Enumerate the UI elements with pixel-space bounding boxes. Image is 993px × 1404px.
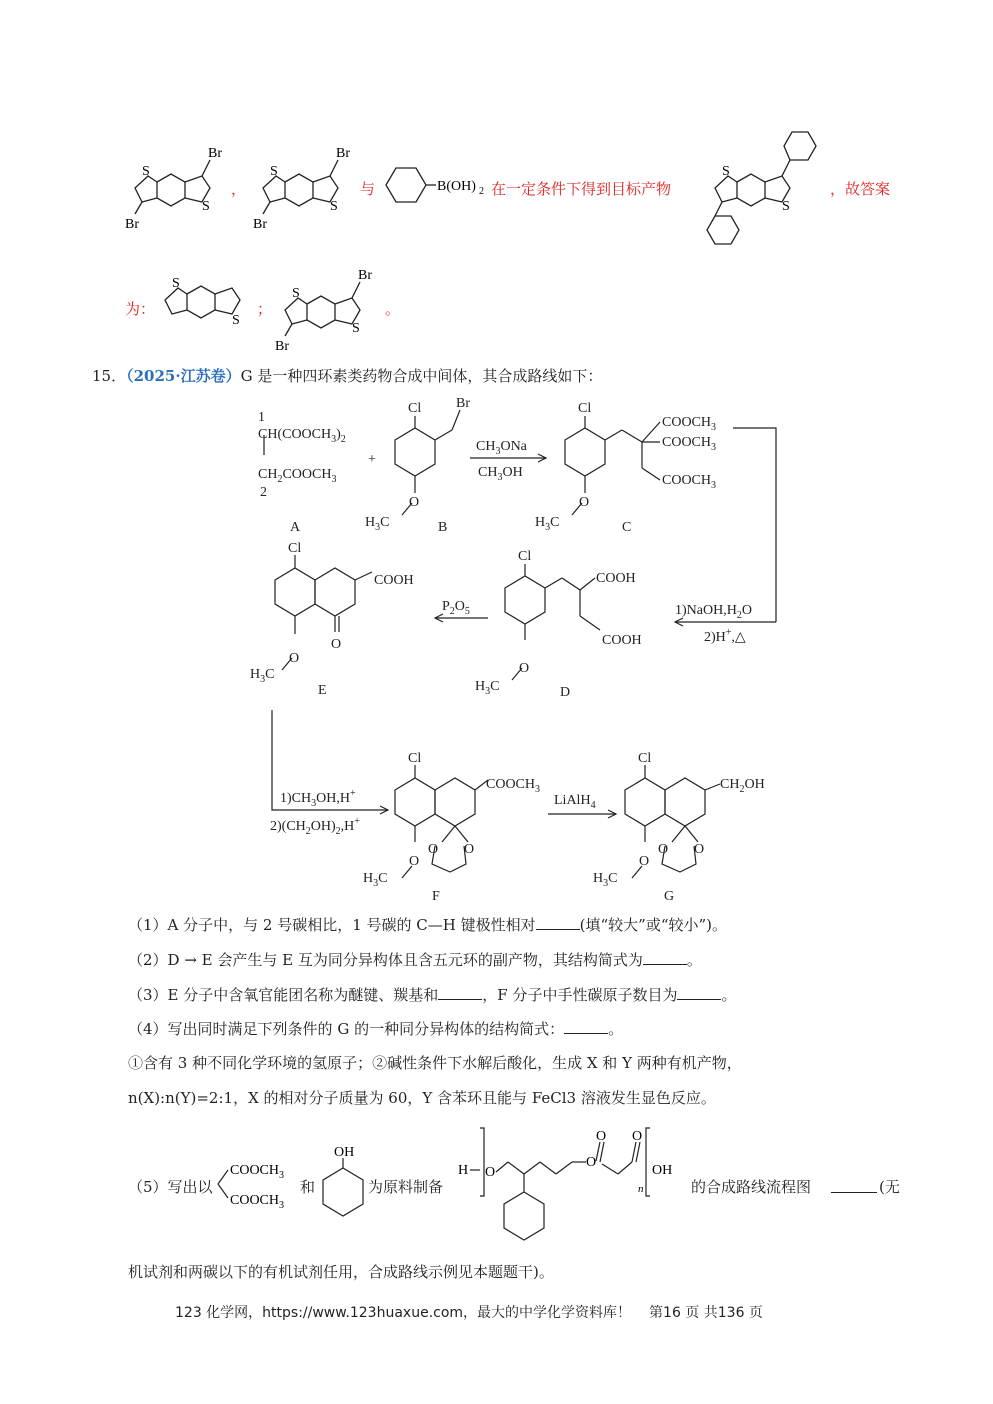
structure-cyclohexanol xyxy=(318,1140,368,1222)
structure-dimethyl-malonate xyxy=(212,1154,307,1214)
svg-text:S: S xyxy=(782,199,790,214)
condition-text: 在一定条件下得到目标产物 xyxy=(491,180,672,198)
svg-text:Cl: Cl xyxy=(408,751,422,766)
structure-phenylboronic-acid xyxy=(378,162,503,208)
answer-blank-1[interactable] xyxy=(536,917,580,930)
label-G: G xyxy=(664,889,675,904)
svg-text:Cl: Cl xyxy=(578,401,592,416)
svg-text:OH: OH xyxy=(652,1163,673,1178)
question-number: 15． xyxy=(92,367,127,385)
q5-text-f: 机试剂和两碳以下的有机试剂任用，合成路线示例见本题题干)。 xyxy=(128,1263,554,1281)
footer-page-number: 第16 页 共136 页 xyxy=(649,1305,763,1321)
answer-line: 为： xyxy=(125,300,156,318)
q4-tail: 。 xyxy=(608,1020,624,1038)
svg-text:Br: Br xyxy=(275,339,289,354)
structure-target-polymer xyxy=(456,1124,691,1249)
svg-text:S: S xyxy=(142,164,150,179)
svg-text:S: S xyxy=(232,313,240,328)
q5-text-b: 和 xyxy=(300,1178,316,1196)
svg-text:O: O xyxy=(632,1129,643,1144)
label-A: A xyxy=(290,520,301,535)
reagent-1b: $CH_3OH$ xyxy=(478,465,523,483)
structure-btt-answer xyxy=(150,272,265,332)
structure-dibromo-btt-2 xyxy=(248,140,376,235)
svg-text:Cl: Cl xyxy=(408,401,422,416)
svg-text:S: S xyxy=(722,164,730,179)
svg-text:COOH: COOH xyxy=(602,633,642,648)
svg-text:O: O xyxy=(464,842,475,857)
svg-text:COOCH3: $COOCH_3$ xyxy=(230,1193,285,1211)
svg-text:COOCH3: $COOCH_3$ xyxy=(486,777,541,795)
answer-period: 。 xyxy=(385,300,401,318)
q2-tail: 。 xyxy=(686,951,702,969)
svg-text:Br: Br xyxy=(358,268,372,283)
footer-text: 123 化学网，https://www.123huaxue.com，最大的中学化学资料库！ xyxy=(175,1305,632,1321)
question-stem: G 是一种四环素类药物合成中间体，其合成路线如下： xyxy=(240,367,603,385)
svg-text:2: 2 xyxy=(479,186,484,197)
svg-text:B(OH): B(OH) xyxy=(437,179,476,194)
svg-text:+: + xyxy=(368,452,376,467)
svg-text:Br: Br xyxy=(456,396,470,411)
svg-text:H3C: $H_3C$ xyxy=(363,871,388,889)
svg-text:H3C: $H_3C$ xyxy=(250,667,275,685)
synthesis-route xyxy=(220,390,790,910)
q4-condition-2: n(X):n(Y)=2:1，X 的相对分子质量为 60，Y 含苯环且能与 FeCl3 溶液发生显色反应。 xyxy=(128,1089,716,1107)
sub-question-4 xyxy=(128,1018,623,1039)
structure-target-product xyxy=(700,118,840,258)
svg-text:S: S xyxy=(270,164,278,179)
svg-text:S: S xyxy=(172,276,180,291)
svg-text:O: O xyxy=(409,854,420,869)
svg-text:S: S xyxy=(202,199,210,214)
svg-text:2: 2 xyxy=(260,485,267,500)
q1-tail: (填“较大”或“较小”)。 xyxy=(579,916,728,934)
answer-blank-3a[interactable] xyxy=(438,987,482,1000)
svg-text:S: S xyxy=(292,286,300,301)
svg-text:S: S xyxy=(330,199,338,214)
svg-text:COOH: COOH xyxy=(596,571,636,586)
svg-text:COOCH3: $COOCH_3$ xyxy=(662,435,717,453)
svg-text:H3C: $H_3C$ xyxy=(593,871,618,889)
q4-text: （4）写出同时满足下列条件的 G 的一种同分异构体的结构简式： xyxy=(128,1020,565,1038)
connector-text: 与 xyxy=(360,180,376,198)
svg-text:O: O xyxy=(694,842,705,857)
svg-text:OH: OH xyxy=(334,1145,355,1160)
label-B: B xyxy=(438,520,448,535)
svg-text:Cl: Cl xyxy=(638,751,652,766)
svg-text:CH2COOCH3: $CH_2COOCH_3$ xyxy=(258,467,337,485)
q3-tail: 。 xyxy=(721,986,737,1004)
svg-text:O: O xyxy=(639,854,650,869)
sub-question-3 xyxy=(128,984,736,1005)
label-D: D xyxy=(560,685,571,700)
svg-text:Cl: Cl xyxy=(518,549,532,564)
q5-text-c: 为原料制备 xyxy=(368,1178,444,1196)
svg-text:n: n xyxy=(638,1183,644,1195)
svg-text:P2O5: $P_2O_5$ xyxy=(442,599,470,617)
q5-text-a: （5）写出以 xyxy=(128,1178,213,1196)
sub-question-2 xyxy=(128,949,702,970)
answer-blank-3b[interactable] xyxy=(677,987,721,1000)
label-F: F xyxy=(432,889,440,904)
svg-text:O: O xyxy=(485,1165,496,1180)
page-footer xyxy=(175,1302,763,1322)
svg-text:CH(COOCH3)2: $CH(COOCH_3)_2$ xyxy=(258,427,346,445)
comma: ， xyxy=(231,180,247,198)
svg-text:COOCH3: $COOCH_3$ xyxy=(662,473,717,491)
question-stem-line xyxy=(92,365,602,386)
svg-text:O: O xyxy=(658,842,669,857)
svg-text:Br: Br xyxy=(253,217,267,232)
q5-text-e: (无 xyxy=(879,1178,900,1196)
svg-text:H3C: $H_3C$ xyxy=(535,515,560,533)
svg-text:H3C: $H_3C$ xyxy=(365,515,390,533)
svg-text:2)(CH2OH)2,H+: $2)(CH_2OH)_2,H^+$ xyxy=(270,816,360,837)
svg-text:Br: Br xyxy=(208,146,222,161)
svg-text:O: O xyxy=(519,661,530,676)
svg-text:COOCH3: $COOCH_3$ xyxy=(662,415,717,433)
svg-text:O: O xyxy=(596,1129,607,1144)
sub-question-1 xyxy=(128,914,727,935)
structure-dibromo-btt-1 xyxy=(120,140,245,235)
svg-text:CH2OH: $CH_2OH$ xyxy=(720,777,765,795)
reagent-1: $CH_3ONa$ xyxy=(476,439,527,457)
svg-text:O: O xyxy=(428,842,439,857)
answer-blank-2[interactable] xyxy=(643,952,687,965)
answer-prefix: ，故答案 xyxy=(830,180,891,198)
svg-text:1)NaOH,H2O: $1)NaOH,H_2O$ xyxy=(675,603,752,621)
q5-text-d: 的合成路线流程图 xyxy=(691,1178,812,1196)
q4-condition-1: ①含有 3 种不同化学环境的氢原子；②碱性条件下水解后酸化，生成 X 和 Y 两种有机产物， xyxy=(128,1054,742,1072)
q3-mid: ，F 分子中手性碳原子数目为 xyxy=(482,986,678,1004)
svg-text:LiAlH4: LiAlH$_4$ xyxy=(554,793,596,811)
structure-dibromo-btt-answer xyxy=(270,262,395,357)
answer-blank-5[interactable] xyxy=(831,1180,877,1193)
q1-text: （1）A 分子中，与 2 号碳相比，1 号碳的 C—H 键极性相对 xyxy=(128,916,536,934)
svg-text:O: O xyxy=(409,495,420,510)
svg-text:H3C: $H_3C$ xyxy=(475,679,500,697)
question-source: （2025·江苏卷） xyxy=(126,367,241,385)
svg-text:Br: Br xyxy=(336,146,350,161)
svg-text:1)CH3OH,H+: $1)CH_3OH,H^+$ xyxy=(280,788,356,809)
svg-text:2)H+,△: 2)H+,△ xyxy=(704,627,746,645)
svg-text:COOH: COOH xyxy=(374,573,414,588)
svg-text:O: O xyxy=(289,651,300,666)
svg-text:O: O xyxy=(579,495,590,510)
label-E: E xyxy=(318,683,327,698)
svg-text:1: 1 xyxy=(258,410,265,425)
svg-text:O: O xyxy=(586,1155,597,1170)
svg-text:COOCH3: $COOCH_3$ xyxy=(230,1163,285,1181)
svg-text:Cl: Cl xyxy=(288,541,302,556)
svg-text:S: S xyxy=(352,321,360,336)
svg-text:Br: Br xyxy=(125,217,139,232)
answer-separator: ； xyxy=(257,300,273,318)
svg-text:H: H xyxy=(458,1163,469,1178)
label-C: C xyxy=(622,520,632,535)
answer-blank-4[interactable] xyxy=(564,1021,608,1034)
q2-text: （2）D → E 会产生与 E 互为同分异构体且含五元环的副产物，其结构简式为 xyxy=(128,951,643,969)
q3-text: （3）E 分子中含氧官能团名称为醚键、羰基和 xyxy=(128,986,439,1004)
svg-text:O: O xyxy=(331,637,342,652)
